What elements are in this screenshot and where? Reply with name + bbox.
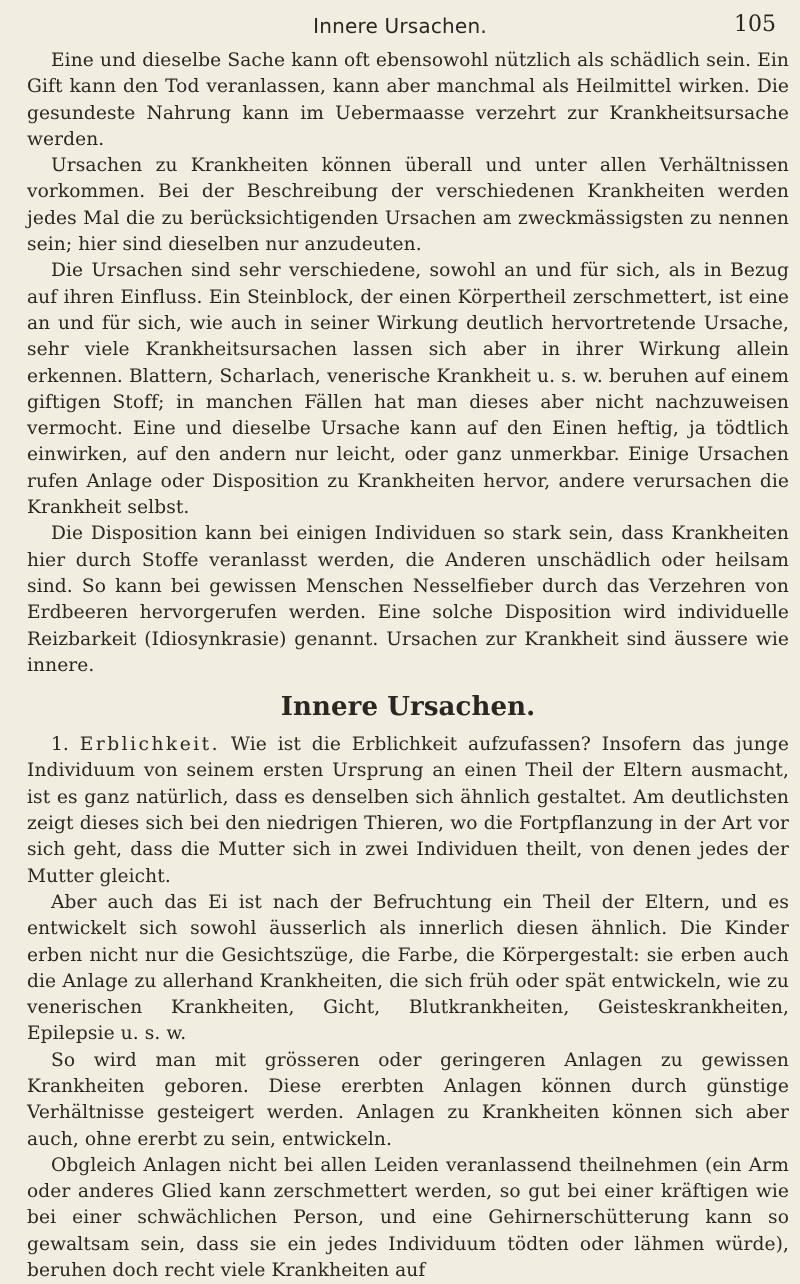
paragraph: Aber auch das Ei ist nach der Befruchtung ein Theil der Eltern, und es entwickelt sich sowohl äusserlich als innerlich diesen ähnlich. Die Kinder erben nicht nur die Gesichtszüge, die Farbe, die Körpergestalt: sie erben auch die Anlage zu allerhand Krankheiten, die sich früh oder spät entwickeln, wie zu venerischen Krankheiten, Gicht, Blutkrankheiten, Geisteskrankheiten, Epilepsie u. s. w. <box>27 891 789 1045</box>
page-number: 105 <box>734 12 776 37</box>
paragraph: So wird man mit grösseren oder geringeren Anlagen zu gewissen Krankheiten geboren. Diese ererbten Anlagen können durch günstige Verhältnisse gesteigert werden. Anlagen zu Krankheiten können sich aber auch, ohne ererbt zu sein, entwickeln. <box>27 1049 789 1150</box>
page-body <box>27 48 789 1284</box>
paragraph: Obgleich Anlagen nicht bei allen Leiden veranlassend theilnehmen (ein Arm oder anderes Glied kann zerschmettert werden, so gut bei einer kräftigen wie bei einer schwächlichen Person, und eine Gehirnerschütterung kann so gewaltsam sein, dass sie ein jedes Individuum tödten oder lähmen würde), beruhen doch recht viele Krankheiten auf <box>27 1154 789 1282</box>
section-heading: Innere Ursachen. <box>280 692 536 723</box>
running-head: Innere Ursachen. <box>313 14 487 38</box>
paragraph: Ursachen zu Krankheiten können überall und unter allen Verhältnissen vorkommen. Bei der Beschreibung der verschiedenen Krankheiten werden jedes Mal die zu berücksichtigenden Ursachen am zweckmässigsten zu nennen sein; hier sind dieselben nur anzudeuten. <box>27 155 789 256</box>
paragraph: Eine und dieselbe Sache kann oft ebensowohl nützlich als schädlich sein. Ein Gift kann den Tod veranlassen, kann aber manchmal als Heilmittel wirken. Die gesundeste Nahrung kann im Uebermaasse verzehrt zur Krankheitsursache werden. <box>27 50 789 150</box>
paragraph: Die Ursachen sind sehr verschiedene, sowohl an und für sich, als in Bezug auf ihren Einfluss. Ein Steinblock, der einen Körpertheil zerschmettert, ist eine an und für sich, wie auch in seiner Wirkung deutlich hervortretende Ursache, sehr viele Krankheitsursachen lassen sich aber in ihrer Wirkung allein erkennen. Blattern, Scharlach, venerische Krankheit u. s. w. beruhen auf einem giftigen Stoff; in manchen Fällen hat man dieses aber nicht nachzuweisen vermocht. Eine und dieselbe Ursache kann auf den Einen heftig, ja tödtlich einwirken, auf den andern nur leicht, oder ganz unmerkbar. Einige Ursachen rufen Anlage oder Disposition zu Krankheiten hervor, andere verursachen die Krankheit selbst. <box>27 260 789 519</box>
item-term: Erblichkeit. <box>79 734 221 756</box>
paragraph-text: Wie ist die Erblichkeit aufzufassen? Insofern das junge Individuum von seinem ersten Ursprung an einen Theil der Eltern ausmacht, ist es ganz natürlich, dass es denselben sich ähnlich gestaltet. Am deutlichsten zeigt dieses sich bei den niedrigen Thieren, wo die Fortpflanzung in der Art vor sich geht, dass die Mutter sich in zwei Individuen theilt, von denen jedes der Mutter gleicht. <box>27 734 789 887</box>
item-number: 1. <box>51 734 69 756</box>
paragraph <box>27 732 789 890</box>
paragraph: Die Disposition kann bei einigen Individuen so stark sein, dass Krankheiten hier durch Stoffe veranlasst werden, die Anderen unschädlich oder heilsam sind. So kann bei gewissen Menschen Nesselfieber durch das Verzehren von Erdbeeren hervorgerufen werden. Eine solche Disposition wird individuelle Reizbarkeit (Idiosynkrasie) genannt. Ursachen zur Krankheit sind äussere wie innere. <box>27 523 789 676</box>
page-header <box>0 6 800 46</box>
